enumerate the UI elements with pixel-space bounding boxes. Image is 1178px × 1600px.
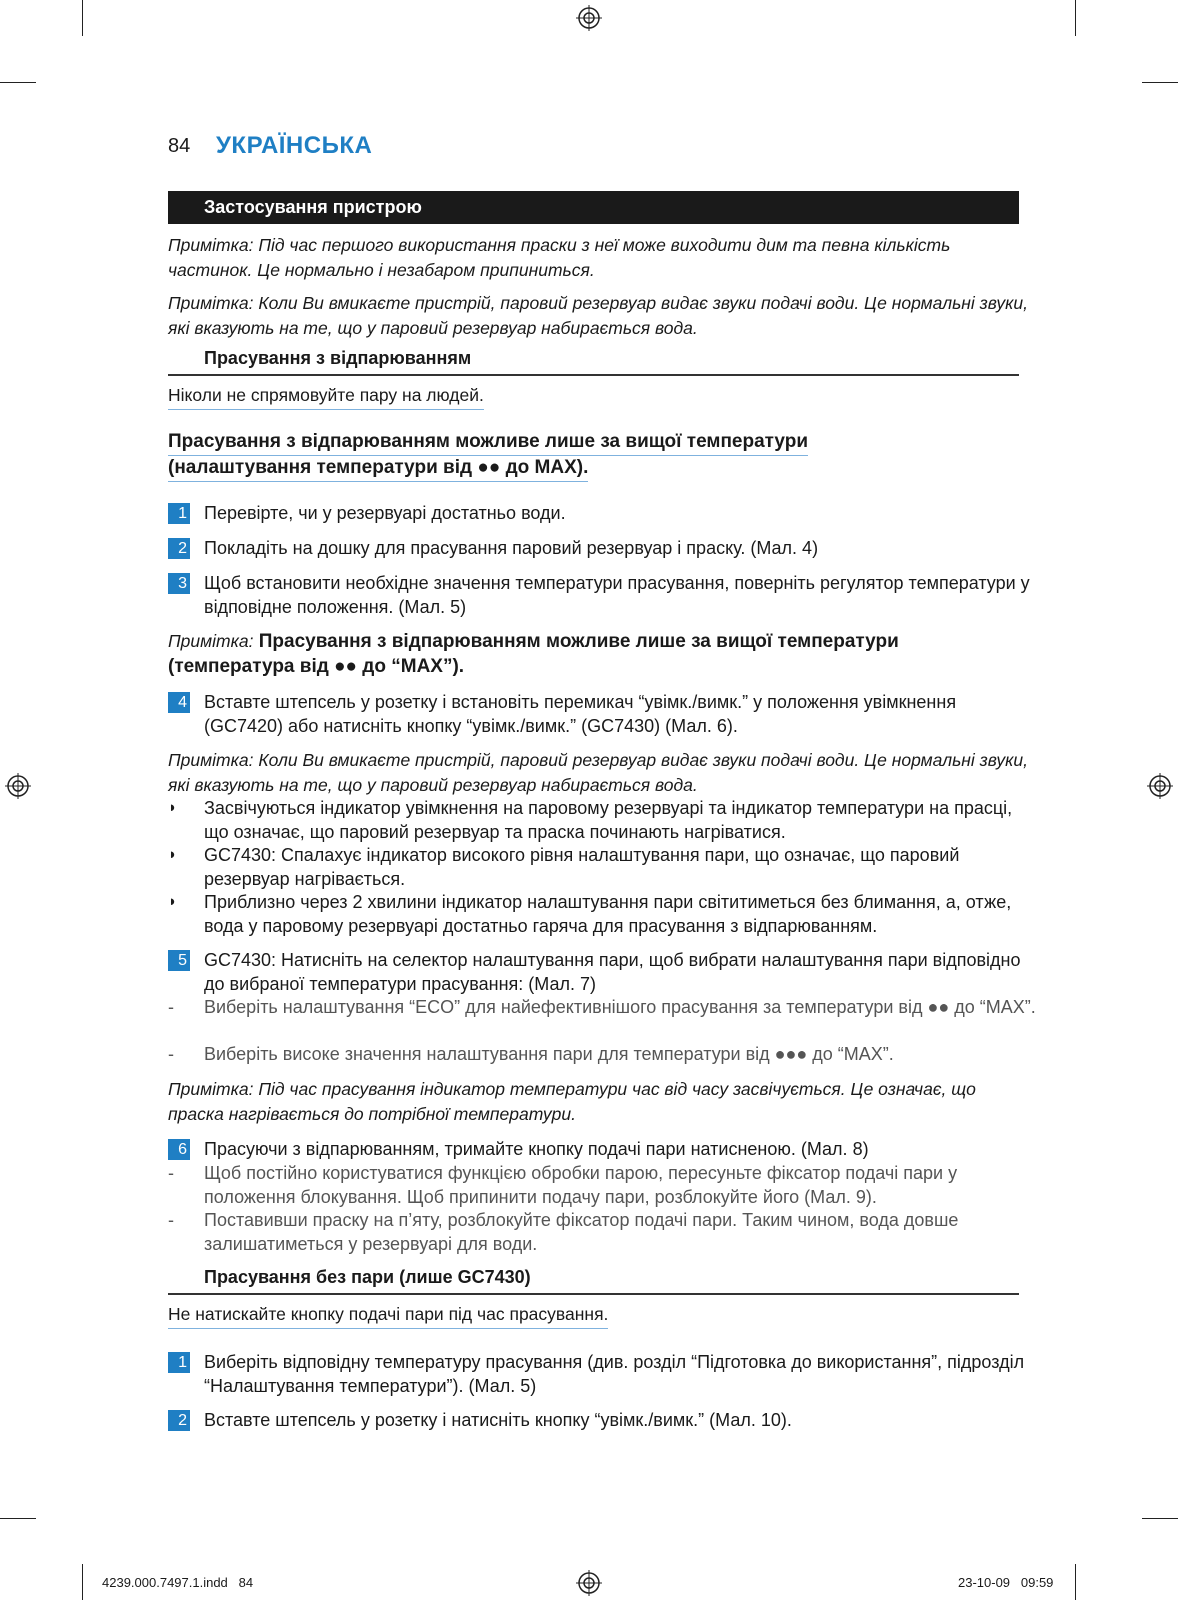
dash-text: Виберіть налаштування “ECO” для найефективнішого прасування за температури від ●● до “MAX”. bbox=[204, 997, 1036, 1017]
step-number: 2 bbox=[168, 538, 190, 559]
footer-date: 23-10-09 09:59 bbox=[958, 1575, 1054, 1590]
dash-mark: - bbox=[168, 997, 174, 1017]
registration-mark-icon bbox=[576, 1570, 602, 1596]
caution-steam-temperature bbox=[168, 430, 808, 482]
caution-line: Прасування з відпарюванням можливе лише за вищої температури bbox=[168, 430, 808, 456]
dry-step-2 bbox=[168, 1408, 1038, 1432]
registration-mark-icon bbox=[576, 5, 602, 31]
step-text: Вставте штепсель у розетку і встановіть перемикач “увімк./вимк.” у положення увімкнення (GC7420) або натисніть кнопку “увімк./вимк.” (GC7430) (Мал. 6). bbox=[204, 692, 957, 736]
warning-dry: Не натискайте кнопку подачі пари під час прасування. bbox=[168, 1302, 608, 1329]
bullet-item bbox=[168, 796, 1038, 844]
registration-mark-icon bbox=[5, 773, 31, 799]
step-text: Покладіть на дошку для прасування паровий резервуар і праску. (Мал. 4) bbox=[204, 538, 819, 558]
step-1 bbox=[168, 501, 1038, 525]
bullet-item bbox=[168, 843, 1038, 891]
note-bold-text: Прасування з відпарюванням можливе лише за вищої температури (температура від ●● до “MAX”). bbox=[168, 631, 899, 677]
note-indicator: Примітка: Під час прасування індикатор температури час від часу засвічується. Це означає, що праска нагрівається до потрібної температури. bbox=[168, 1079, 976, 1124]
bullet-icon: ◗ bbox=[168, 799, 178, 816]
bullet-text: Засвічуються індикатор увімкнення на паровому резервуарі та індикатор температури на прасці, що означає, що паровий резервуар та праска починають нагріватися. bbox=[204, 798, 1013, 842]
bullet-text: Приблизно через 2 хвилини індикатор налаштування пари світитиметься без блимання, а, отже, вода у паровому резервуарі достатньо гаряча для прасування з відпарюванням. bbox=[204, 892, 1012, 936]
crop-mark bbox=[0, 82, 36, 83]
subsection-steam-ironing bbox=[168, 344, 1019, 376]
bullet-icon: ◗ bbox=[168, 846, 178, 863]
step-3 bbox=[168, 571, 1038, 619]
note-water-sounds: Примітка: Коли Ви вмикаєте пристрій, паровий резервуар видає звуки подачі води. Це нормальні звуки, які вказують на те, що у паровий резервуар набирається вода. bbox=[168, 293, 1028, 338]
step-number: 1 bbox=[168, 503, 190, 524]
bullet-text: GC7430: Спалахує індикатор високого рівня налаштування пари, що означає, що паровий резервуар нагрівається. bbox=[204, 845, 960, 889]
crop-mark bbox=[82, 1564, 83, 1600]
step-number: 3 bbox=[168, 573, 190, 594]
warning-steam: Ніколи не спрямовуйте пару на людей. bbox=[168, 383, 484, 410]
subsection-dry-ironing bbox=[168, 1263, 1019, 1295]
subsection-title: Прасування з відпарюванням bbox=[204, 348, 472, 368]
crop-mark bbox=[0, 1518, 36, 1519]
step-text: Вставте штепсель у розетку і натисніть кнопку “увімк./вимк.” (Мал. 10). bbox=[204, 1410, 792, 1430]
dash-item bbox=[168, 1208, 1038, 1256]
step-text: Прасуючи з відпарюванням, тримайте кнопку подачі пари натисненою. (Мал. 8) bbox=[204, 1139, 869, 1159]
step-number: 1 bbox=[168, 1352, 190, 1373]
section-title: Застосування пристрою bbox=[204, 197, 422, 217]
step-number: 2 bbox=[168, 1410, 190, 1431]
step-text: Виберіть відповідну температуру прасування (див. розділ “Підготовка до використання”, підрозділ “Налаштування температури”). (Мал. 5) bbox=[204, 1352, 1025, 1396]
step-number: 5 bbox=[168, 950, 190, 971]
bullet-icon: ◗ bbox=[168, 893, 178, 910]
dash-mark: - bbox=[168, 1044, 174, 1064]
footer-file-info: 4239.000.7497.1.indd 84 bbox=[102, 1575, 254, 1590]
step-number: 4 bbox=[168, 692, 190, 713]
caution-line: (налаштування температури від ●● до MAX). bbox=[168, 456, 588, 482]
crop-mark bbox=[82, 0, 83, 36]
subsection-title: Прасування без пари (лише GC7430) bbox=[204, 1267, 531, 1287]
step-4 bbox=[168, 690, 1038, 738]
page-number: 84 bbox=[168, 135, 191, 157]
dash-text: Поставивши праску на п’яту, розблокуйте фіксатор подачі пари. Таким чином, вода довше залишатиметься у резервуарі для води. bbox=[204, 1210, 959, 1254]
crop-mark bbox=[1075, 0, 1076, 36]
dash-text: Щоб постійно користуватися функцією обробки парою, пересуньте фіксатор подачі пари у положення блокування. Щоб припинити подачу пари, розблокуйте його (Мал. 9). bbox=[204, 1163, 958, 1207]
dash-mark: - bbox=[168, 1210, 174, 1230]
dash-text: Виберіть високе значення налаштування пари для температури від ●●● до “MAX”. bbox=[204, 1044, 894, 1064]
step-number: 6 bbox=[168, 1139, 190, 1160]
step-text: Перевірте, чи у резервуарі достатньо води. bbox=[204, 503, 566, 523]
language-heading: УКРАЇНСЬКА bbox=[216, 132, 373, 159]
dash-item bbox=[168, 995, 1038, 1019]
note-first-use: Примітка: Під час першого використання праски з неї може виходити дим та певна кількість частинок. Це нормально і незабаром припиниться. bbox=[168, 235, 951, 280]
bullet-item bbox=[168, 890, 1038, 938]
step-6 bbox=[168, 1137, 1038, 1161]
note-water-sounds-2: Примітка: Коли Ви вмикаєте пристрій, паровий резервуар видає звуки подачі води. Це нормальні звуки, які вказують на те, що у паровий резервуар набирається вода. bbox=[168, 750, 1028, 795]
registration-mark-icon bbox=[1147, 773, 1173, 799]
crop-mark bbox=[1142, 82, 1178, 83]
crop-mark bbox=[1075, 1564, 1076, 1600]
dash-mark: - bbox=[168, 1163, 174, 1183]
step-text: Щоб встановити необхідне значення температури прасування, поверніть регулятор температури у відповідне положення. (Мал. 5) bbox=[204, 573, 1030, 617]
section-title-bar bbox=[168, 191, 1019, 224]
note-steam-temperature bbox=[168, 629, 1030, 679]
note-prefix: Примітка: bbox=[168, 631, 254, 651]
crop-mark bbox=[1142, 1518, 1178, 1519]
dash-item bbox=[168, 1161, 1038, 1209]
dry-step-1 bbox=[168, 1350, 1038, 1398]
step-text: GC7430: Натисніть на селектор налаштування пари, щоб вибрати налаштування пари відповідно до вибраної температури прасування: (Мал. 7) bbox=[204, 950, 1021, 994]
dash-item bbox=[168, 1042, 1038, 1066]
step-2 bbox=[168, 536, 1038, 560]
step-5 bbox=[168, 948, 1038, 996]
